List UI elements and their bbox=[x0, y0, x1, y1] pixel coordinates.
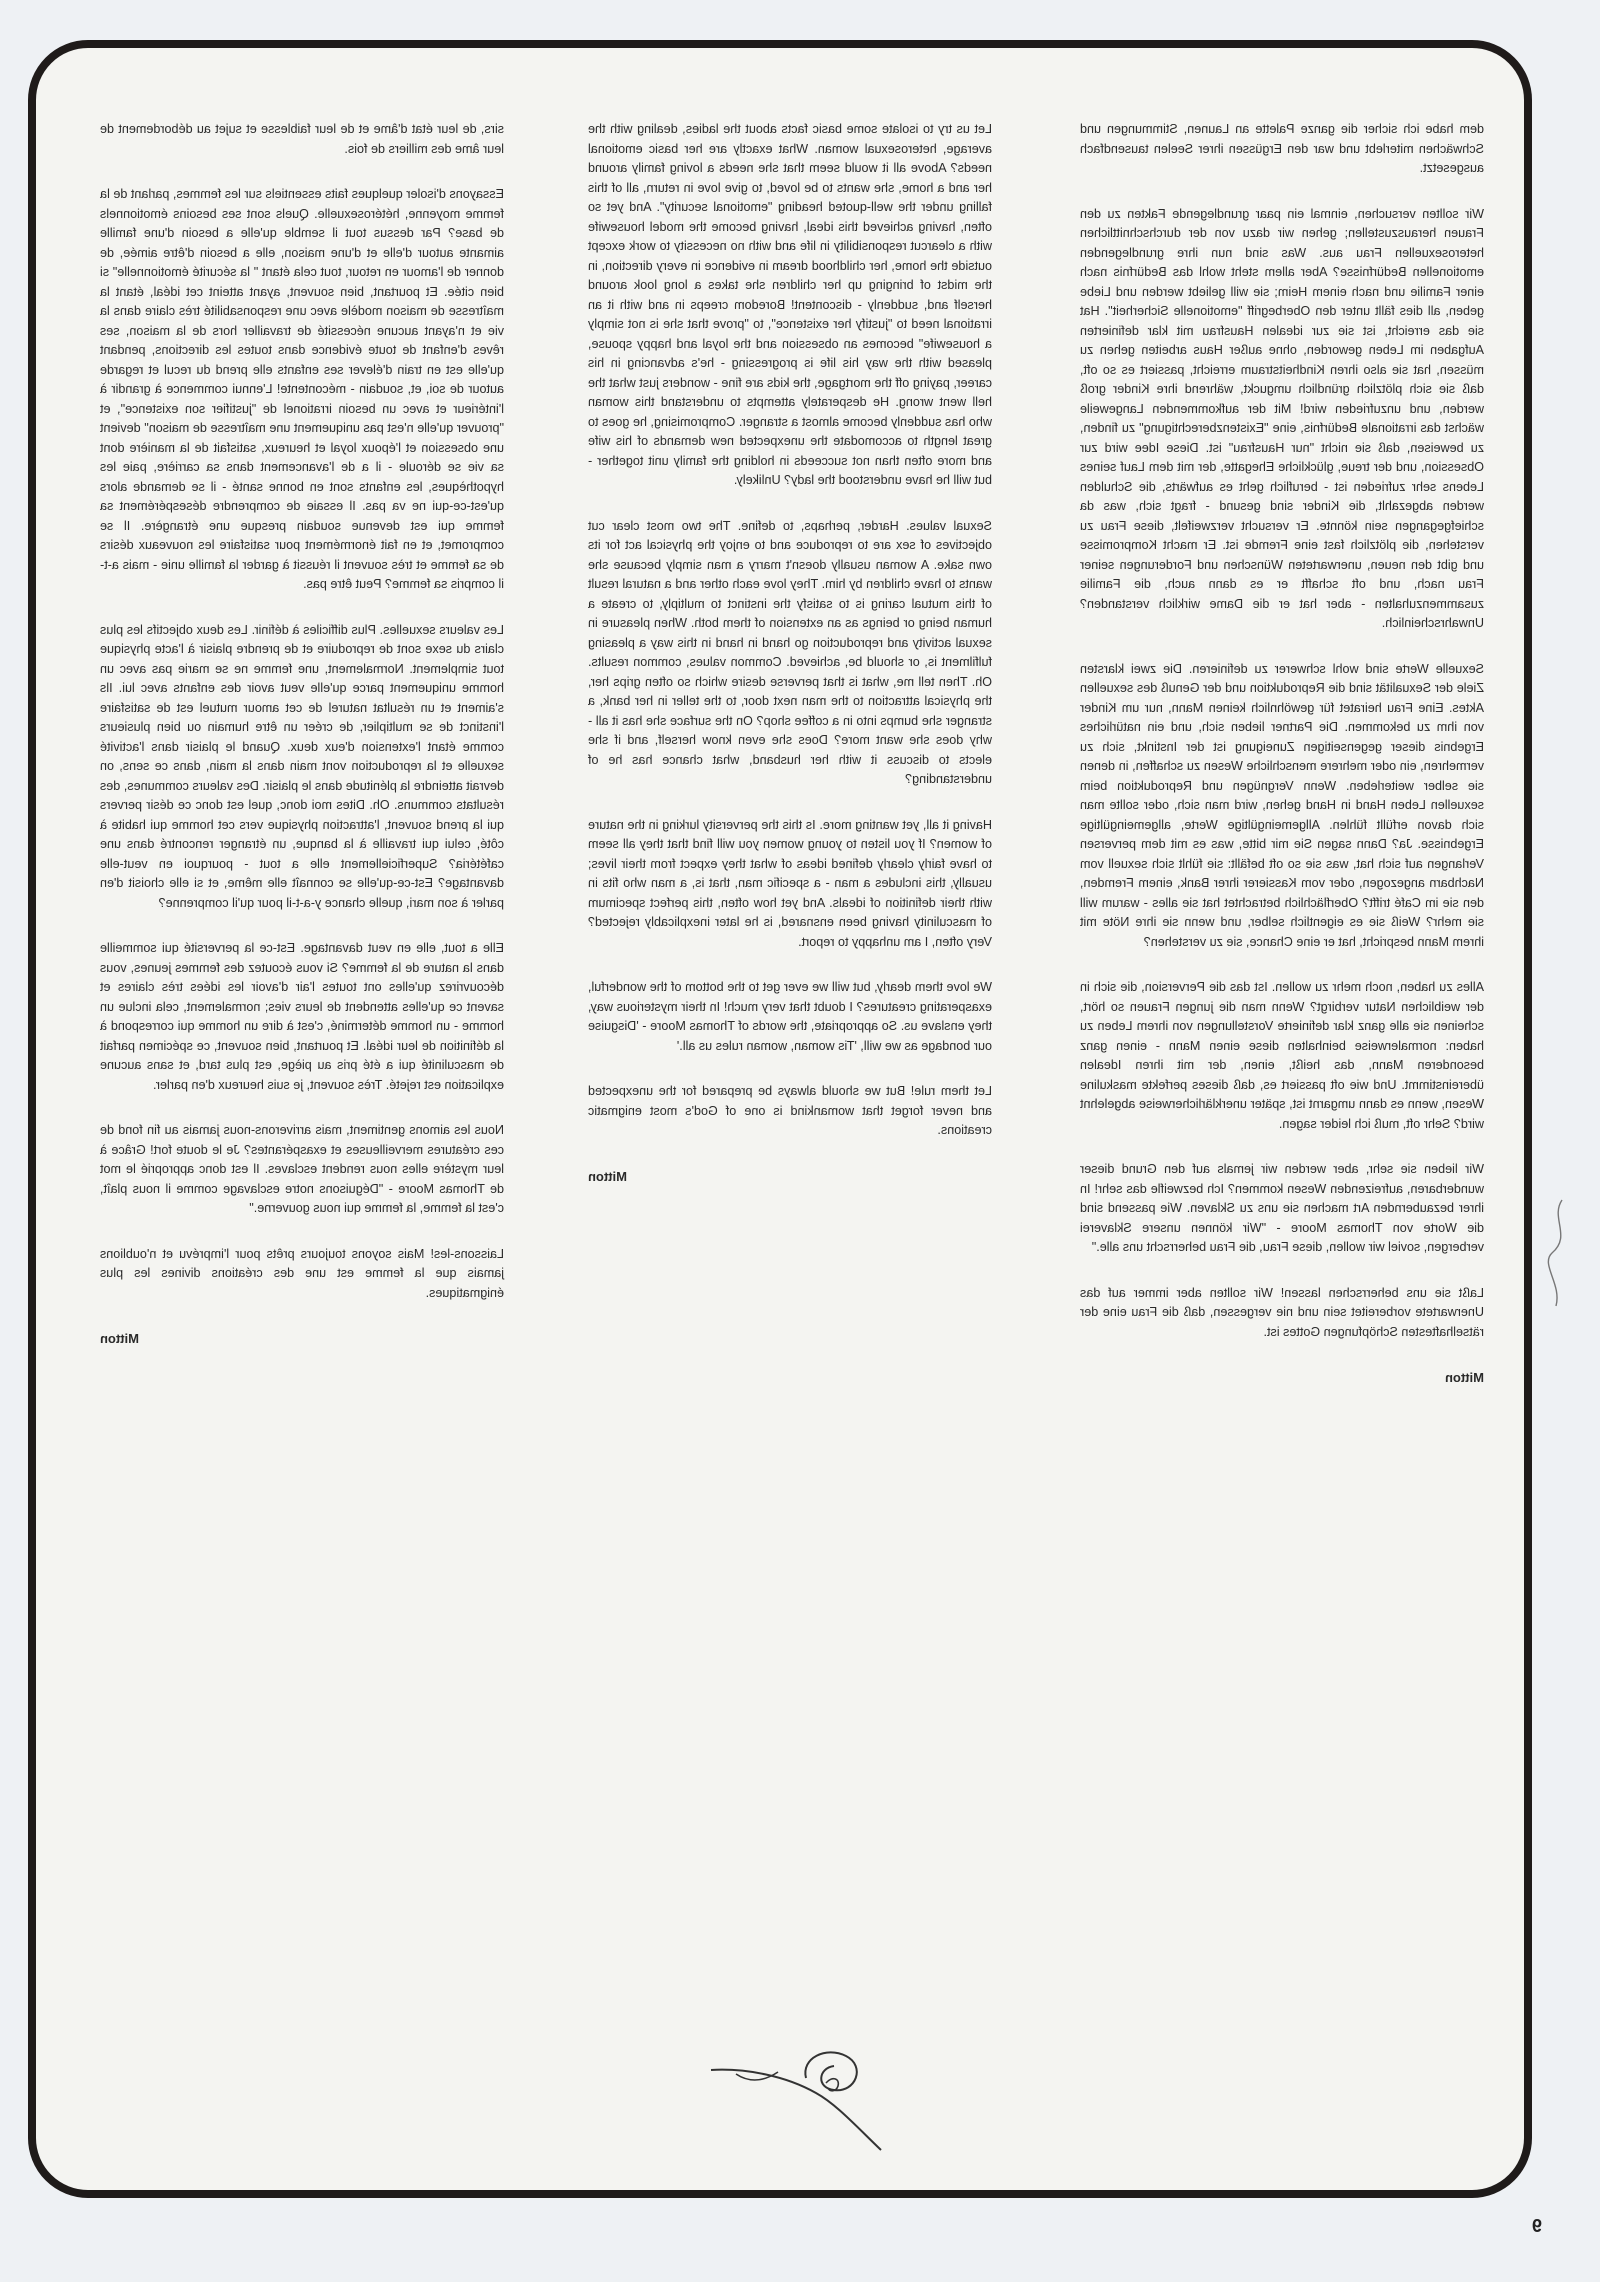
german-paragraph: Sexuelle Werte sind wohl schwerer zu definieren. Die zwei klarsten Ziele der Sexualität sind die Reproduktion und der Genuß des sexuellen Aktes. Eine Frau heiratet für gewöhnlich keinen Mann, nur um Kinder von ihm zu bekommen. Die Partner lieben sich, und ein natürliches Ergebnis dieser gegenseitigen Zuneigung ist der Instinkt, sich zu vermehren, ein oder mehrere menschliche Wesen zu schaffen, in denen sie selber weiterleben. Wenn Vergnügen und Reproduktion beim sexuellen Leben Hand in Hand gehen, wird man sich, oder sollte man sich davon erfüllt fühlen. Allgemeingültige Werte, allgemeingültige Ergebnisse. Ja? Dann sagen Sie mir bitte, was es mit dem perversen Verlangen auf sich hat, was sie so oft befällt: sie fühlt sich sexuell vom Nachbarn angezogen, oder vom Kassierer ihrer Bank, einem Fremden, den sie im Café trifft? Oberflächlich betrachtet hat sie alles - warum will sie mehr? Weiß sie es eigentlich selber, und wenn sie ihre Nöte mit ihrem Mann bespricht, hat er eine Chance, sie zu verstehen? bbox=[1080, 661, 1484, 949]
french-paragraph: Essayons d'isoler quelques faits essentiels sur les femmes, parlant de la femme moyenne, hétérosexuelle. Quels sont ses besoins émotionnels de base? Par dessus tout il semble qu'elle a besoin d'une famille aimante autour d'elle et d'une maison, elle a besoin d'être aimée, de donner de l'amour en retour, tout cela étant " la sécurité émotionnelle" si bien citée. Et pourtant, bien souvent, ayant atteint cet idéal, étant la maîtresse de maison modèle avec une responsabilité très claire dans la vie et n'ayant aucune nécessité de travailler hors de la maison, ses rêves d'enfant de toute évidence dans toutes les directions, pendant qu'elle est en train d'élever ses enfants elle prend du recul et regarde autour de soi, et, soudain - mécontente! L'ennui commence à grandir à l'intérieur et avec un besoin irrationel de "justifier son existence", et "prouver qu'elle n'est pas uniquement une maîtresse de maison" devient une obsession et l'époux loyal et heureux, satisfait de la manière dont sa vie se déroule - il a de l'avancement dans sa carrière, paie les hypothèques, les enfants sont en bonne santé - il se demande alors qu'est-ce-qui ne va pas. Il essaie de comprendre désespérément sa femme qui est devenue soudain presque une étrangère. Il se compromet, et en fait énormément pour satisfaire les nouveaux désirs de sa femme et très souvent il réussit à garder la famille unie - mais a-t-il compris sa femme? Peut être pas. bbox=[100, 187, 504, 591]
french-column bbox=[100, 120, 504, 1349]
english-paragraph: Having it all, yet wanting more. Is this the perversity lurking in the nature of women? If you listen to young women you will find that they all seem to have fairly clearly defined ideas of what they expect from their lives; usually, this includes a man - a specific man, that is, a man who fits in with their definition of ideals. And yet how often, this perfect specimum of masculinity having been ensnared, is he later inexplicably rejected? Very often, I am unhappy to report. bbox=[588, 817, 992, 949]
english-paragraph: We love them dearly, but will we ever get to the bottom of the wonderful, exasperating creatures? I doubt that very much! In their mysterious way, they enslave us. So appropriate, the words of Thomas Moore - 'Disguise our bondage as we will, 'Tis woman, woman rules us all.' bbox=[588, 980, 992, 1053]
french-paragraph: Elle a tout, elle en veut davantage. Est-ce la perversité qui sommeille dans la nature de la femme? Si vous écoutez des femmes jeunes, vous découvrirez qu'elles ont toutes l'air d'avoir les idées très claires et savent ce qu'elles attendent de leurs vies; normalement, cela inclue un homme - un homme déterminé, c'est à dire un homme qui correspond à la définition de leur idéal. Et pourtant, bien souvent, ce spécimen parfait de masculinité qui a été pris au piège, est plus tard, et sans aucune explication est rejeté. Très souvent, je suis heureux d'en parler. bbox=[100, 941, 504, 1092]
english-paragraph: Let us try to isolate some basic facts about the ladies, dealing with the average, heterosexual woman. What exactly are her basic emotional needs? Above all it would seem that she needs a loving family around her and a home, she wants to be loved, to give love in return, all of this falling under the well-quoted heading "emotional security". And yet so often, having achieved this ideal, having become the model housewife with a clearcut responsibility in life and with no necessity to work except outside the home, her childhood dream in evidence in every direction, in the midst of bringing up her children she takes a long look around herself and, suddenly - discontent! Boredom creeps in and with it an irrational need to "justify her existence", to "prove that she is not simply a housewife" becomes an obsession and the loyal and happy spouse, pleased with the way his life is progressing - he's advancing in his career, paying off the mortgage, the kids are fine - wonders just what the hell went wrong. He desperately attempts to understand this woman who has suddenly become almost a stranger. Compromising, he goes to great length to accomodate the unexpected new demands of his wife and more often than not succeeds in holding the family unit together - but will he have understood the lady? Unlikely. bbox=[588, 122, 992, 487]
french-author-name: Mitton bbox=[100, 1331, 139, 1346]
german-paragraph: Wir sollten versuchen, einmal ein paar grundlegende Fakten zu den Frauen herauszustellen; gehen wir dazu von der durchschnittlichen heterosexuellen Frau aus. Was sind nun ihre grundlegenden emotionellen Bedürfnisse? Aber allem steht wohl das Bedürfnis nach einer Familie und nach einem Heim; sie will geliebt werden und Liebe geben, all dies fällt unter den Oberbegriff "emotionelle Sicherheit". Hat sie das erreicht, ist sie zur idealen Hausfrau mit klar definierten Aufgaben im Leben geworden, ohne außer Haus arbeiten gehen zu müssen, hat sie also ihren Kindheitstraum erreicht, passiert es so oft, daß sie sich plötzlich gründlich umguckt, während ihre Kinder groß werden, und unzufrieden wird! Mit der aufkommenden Langeweile wächst das irrationale Bedürfnis, eine "Existenzberechtigung" zu finden, zu beweisen, daß sie nicht "nur Hausfrau" ist. Diese Idee wird zur Obsession, und der treue, glückliche Ehegatte, der mit dem Lauf seines Lebens sehr zufrieden ist - beruflich geht es aufwärts, die Schulden werden abgezahlt, die Kinder sind gesund - fragt sich, was da schiefgegangen sein könnte. Er versucht verzweifelt, diese Frau zu verstehen, die plötzlich fast eine Fremde ist. Er macht Kompromisse und gibt den neuen, unerwarteten Wünschen und Forderungen seiner Frau nach, und oft schafft er es dann auch, die Familie zusammenzuhalten - aber hat er die Dame wirklich verstanden? Unwahrscheinlich. bbox=[1080, 206, 1484, 630]
german-paragraph: Wir lieben sie sehr, aber werden wir jemals auf den Grund dieser wunderbaren, aufreizenden Wesen kommen? Ich bezweifle das sehr! In ihrer bezaubernden Art machen sie uns zu Sklaven. Wie passend sind die Worte von Thomas Moore - "Wir können unsere Sklaverei verbergen, soviel wir wollen, diese Frau, die Frau beherrscht uns alle." bbox=[1080, 1162, 1484, 1254]
handwritten-signature bbox=[706, 2038, 906, 2158]
french-paragraph: Nous les aimons gentiment, mais arriverons-nous jamais au fin fond de ces créatures merveilleuses et exaspérantes? Je le doute fort! Grâce à leur mystère elles nous rendent esclaves. Il est donc approprié le mot de Thomas Moore - "Déguisons notre esclavage comme il nous plaît, c'est la femme, la femme qui nous gouverne." bbox=[100, 1123, 504, 1215]
page-number: 9 bbox=[1532, 2216, 1543, 2236]
french-paragraph: Les valeurs sexuelles. Plus difficiles à définir. Les deux objectifs les plus clairs du sexe sont de reproduire et de prendre plaisir à l'acte physique tout simplement. Normalement, une femme ne se marie pas avec un homme uniquement parce qu'elle veut avoir des enfants avec lui. Ils s'aiment et un résultat naturel de cet amour mutuel est de satisfaire l'instinct de se multiplier, de créer un être humain ou bien plusieurs comme étant l'extension d'eux deux. Quand le plaisir dans l'activité sexuelle et la reproduction vont main dans la main, dans ce sens, on devrait atteindre la plénitude dans le plaisir. Des valeurs communes, des résultats communs. Oh. Dites moi donc, quel est donc ce désir pervers qui la prend souvent, l'attraction physique vers cet homme qui habite à côté, celui qui travaille à la banque, un étranger rencontré dans une cafétéria? Superficiellement elle a tout - pourquoi en veut-elle davantage? Est-ce-qu'elle se connaît elle même, et si elle choisit d'en parler à son mari, quelle chance y-a-t-il pour qu'il comprenne? bbox=[100, 622, 504, 910]
english-author-name: Mitton bbox=[588, 1168, 627, 1184]
page-frame bbox=[28, 40, 1532, 2198]
german-author-name: Mitton bbox=[1445, 1370, 1484, 1385]
german-paragraph: Alles zu haben, noch mehr zu wollen. Ist das die Perversion, die sich in der weiblichen Natur verbirgt? Wenn man die jungen Frauen so hört, scheinen sie alle ganz klar definierte Vorstellungen von ihrem Leben zu haben: normalerweise beinhalten diese einen Mann - einen ganz besonderen Mann, das heißt, einen, der mit ihren Idealen übereinstimmt. Und wie oft passiert es, daß dieses perfekte maskuline Wesen, wenn es dann umgarnt ist, später unerklärlicherweise abgelehnt wird? Sehr oft, muß ich leider sagen. bbox=[1080, 980, 1484, 1131]
french-paragraph: Laissons-les! Mais soyons toujours prêts pour l'imprévu et n'oublions jamais que la femme est une des créations divines les plus énigmatiques. bbox=[100, 1246, 504, 1300]
german-paragraph: Laßt sie uns beherrschen lassen! Wir sollten aber immer auf das Unerwartete vorbereitet sein und nie vergessen, daß die Frau eine der rätselhaftesten Schöpfungen Gottes ist. bbox=[1080, 1285, 1484, 1339]
german-column bbox=[1080, 120, 1484, 1388]
mirrored-content bbox=[36, 48, 1540, 2206]
english-paragraph: Sexual values. Harder, perhaps, to define. The two most clear cut objectives of sex are to reproduce and to enjoy the physical act for its own sake. A woman usually doesn't marry a man simply because she wants to have children by him. They love each other and a natural result of this mutual caring is to satisfy the instinct to multiply, to create a human being or beings as an extension of them both. When pleasure in sexual activity and reproduction go hand in hand in this way a pleasing fulfilment is, or should be, achieved. Common values, common results. Oh. Then tell me, what is that perverse desire which so often grips her, the physical attraction to the man next door, to the teller in her bank, a stranger she bumps into in a coffee shop? On the surface she has it all - why does she want more? Does she even know herself, and if she elects to discuss it with her husband, what chance has he of understanding? bbox=[588, 518, 992, 786]
german-paragraph: dem habe ich sicher die ganze Palette an Launen, Stimmungen und Schwächen miterlebt und war den Ergüssen ihrer Seelen tausendfach ausgesetzt. bbox=[1080, 122, 1484, 175]
paper-tear-mark bbox=[1532, 1198, 1592, 1308]
french-paragraph: sirs, de leur état d'âme et de leur faiblesse et sujet au débordement de leur âme des milliers de fois. bbox=[100, 122, 504, 156]
english-column bbox=[588, 120, 992, 1186]
english-paragraph: Let them rule! But we should always be prepared for the unexpected and never forget that womankind is one of God's most enigmatic creations. bbox=[588, 1084, 992, 1137]
